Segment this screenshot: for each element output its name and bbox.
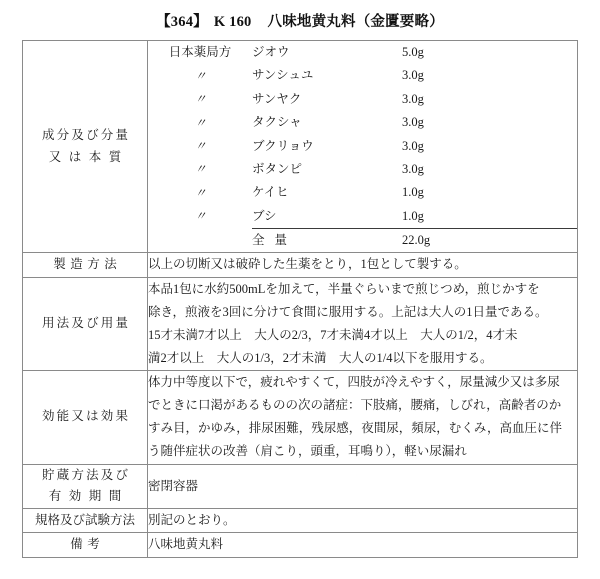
- ingredient-row: [148, 88, 577, 111]
- table-row-dosage: [23, 277, 578, 371]
- row-content-specification: [148, 509, 578, 533]
- efficacy-line-1: 体力中等度以下で，疲れやすくて，四肢が冷えやすく，尿量減少又は多尿: [148, 375, 560, 389]
- ingredient-name: ブクリョウ: [252, 138, 314, 153]
- ingredient-row: [148, 181, 577, 204]
- table-row-ingredients: [23, 41, 578, 253]
- row-label-ingredients: [23, 41, 148, 253]
- ingredient-name: サンシュユ: [252, 68, 314, 83]
- row-content-dosage: [148, 277, 578, 371]
- storage-label-line2: 有 効 期 間: [48, 489, 124, 504]
- ingredient-name: ブシ: [252, 205, 402, 229]
- table-row-remarks: [23, 533, 578, 557]
- ingredient-quantity: 3.0g: [402, 91, 424, 106]
- ingredient-total-row: [148, 229, 577, 253]
- row-label-manufacturing: [23, 253, 148, 277]
- page-title: [0, 0, 600, 40]
- ingredient-quantity: 1.0g: [402, 205, 577, 229]
- ingredient-row: [148, 64, 577, 87]
- ingredient-quantity: 3.0g: [402, 68, 424, 83]
- ingredient-source: 〃: [194, 185, 206, 200]
- product-source: （金匱要略）: [355, 14, 444, 30]
- row-label-storage: [23, 464, 148, 509]
- ingredient-row: [148, 41, 577, 64]
- ingredient-source: 〃: [194, 138, 206, 153]
- ingredient-source: 日本薬局方: [168, 45, 232, 59]
- entry-number: 【364】: [156, 14, 208, 30]
- remarks-label: 備考: [70, 537, 105, 551]
- row-label-specification: [23, 509, 148, 533]
- ingredient-quantity: 5.0g: [402, 45, 424, 59]
- dosage-line-1: 本品1包に水約500mLを加えて，半量ぐらいまで煎じつめ，煎じかすを: [148, 281, 540, 296]
- row-content-efficacy: [148, 371, 578, 465]
- ingredient-name: タクシャ: [252, 115, 302, 130]
- ingredient-source: 〃: [194, 68, 206, 83]
- table-row-storage: [23, 464, 578, 509]
- manufacturing-text: 以上の切断又は破砕した生薬をとり，1包として製する。: [148, 257, 467, 272]
- ingredient-quantity: 3.0g: [402, 115, 424, 130]
- ingredient-source: 〃: [194, 162, 206, 177]
- storage-label-line1: 貯蔵方法及び: [41, 467, 131, 482]
- row-label-efficacy: [23, 371, 148, 465]
- row-label-dosage: [23, 277, 148, 371]
- dosage-line-3: 15才未満7才以上 大人の2/3，7才未満4才以上 大人の1/2，4才未: [148, 327, 518, 342]
- ingredient-quantity: 3.0g: [402, 138, 424, 153]
- ingredient-list: [148, 41, 577, 252]
- ingredient-name: ケイヒ: [252, 185, 289, 200]
- monograph-table: [22, 40, 578, 558]
- ingredient-row: [148, 135, 577, 158]
- total-label: 全量: [252, 233, 298, 247]
- ingredient-name: サンヤク: [252, 91, 302, 106]
- efficacy-line-4: う随伴症状の改善（肩こり，頭重，耳鳴り），軽い尿漏れ: [148, 444, 467, 459]
- efficacy-line-3: すみ目，かゆみ，排尿困難，残尿感，夜間尿，頻尿，むくみ，高血圧に伴: [148, 421, 563, 436]
- table-row-specification: [23, 509, 578, 533]
- efficacy-label: 効能又は効果: [41, 409, 131, 424]
- ingredient-quantity: 1.0g: [402, 185, 424, 200]
- storage-text: 密閉容器: [148, 478, 199, 493]
- ingredient-source: 〃: [194, 115, 206, 130]
- specification-text: 別記のとおり。: [148, 513, 236, 528]
- ingredients-label-line2: 又 は 本 質: [48, 149, 124, 164]
- total-spacer: [148, 229, 252, 253]
- specification-label: 規格及び試験方法: [34, 512, 135, 527]
- row-content-storage: [148, 464, 578, 509]
- row-content-remarks: [148, 533, 578, 557]
- ingredients-label-line1: 成分及び分量: [41, 127, 131, 142]
- table-row-efficacy: [23, 371, 578, 465]
- ingredient-source: 〃: [194, 209, 206, 224]
- ingredient-row: [148, 111, 577, 134]
- ingredient-name: ジオウ: [252, 45, 290, 59]
- dosage-line-4: 満2才以上 大人の1/3，2才未満 大人の1/4以下を服用する。: [148, 350, 493, 365]
- efficacy-line-2: でときに口渇があるものの次の諸症：下肢痛，腰痛，しびれ，高齢者のか: [148, 398, 562, 413]
- dosage-line-2: 除き，煎液を3回に分けて食間に服用する。上記は大人の1日量である。: [148, 304, 548, 319]
- manufacturing-label: 製造方法: [53, 257, 122, 271]
- product-name: 八味地黄丸料: [267, 14, 356, 30]
- ingredient-row: [148, 205, 577, 229]
- ingredient-quantity: 3.0g: [402, 161, 424, 176]
- ingredient-row: [148, 158, 577, 181]
- row-content-manufacturing: [148, 253, 578, 277]
- remarks-text: 八味地黄丸料: [148, 537, 224, 552]
- dosage-label: 用法及び用量: [41, 315, 131, 330]
- ingredient-source: 〃: [194, 92, 206, 107]
- ingredient-name: ボタンピ: [252, 161, 303, 176]
- row-label-remarks: [23, 533, 148, 557]
- row-content-ingredients: [148, 41, 578, 253]
- total-quantity: 22.0g: [402, 233, 431, 247]
- table-row-manufacturing: [23, 253, 578, 277]
- product-code: K 160: [213, 14, 252, 30]
